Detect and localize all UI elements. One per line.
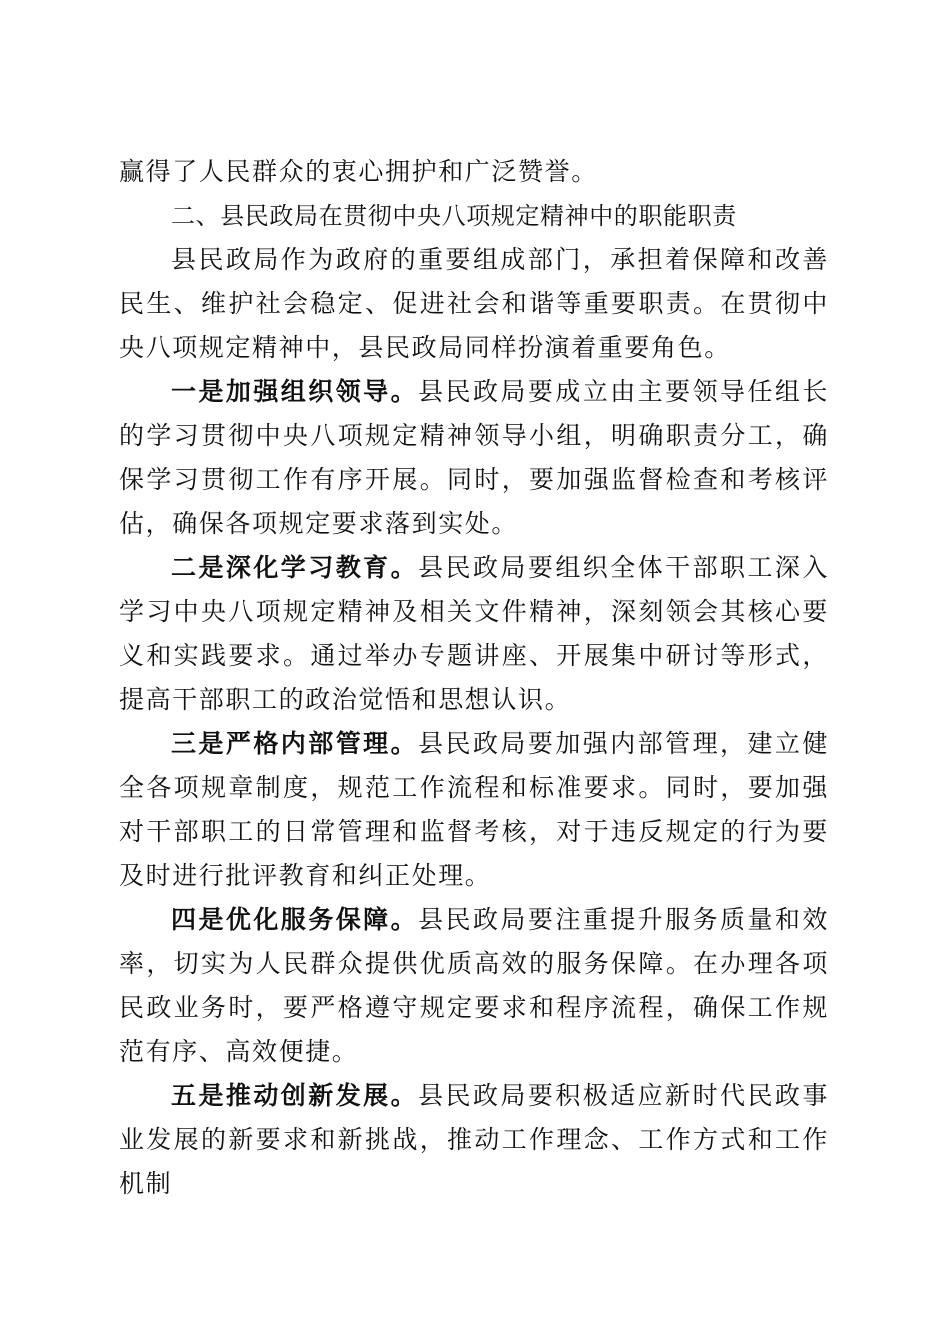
point-paragraph-5 (119, 1074, 829, 1206)
point-body-1: 县民政局要成立由主要领导任组长的学习贯彻中央八项规定精神领导小组，明确职责分工，确保学习贯彻工作有序开展。同时，要加强监督检查和考核评估，确保各项规定要求落到实处。 (119, 377, 829, 538)
point-lead-4: 四是优化服务保障。 (171, 905, 419, 934)
point-lead-5: 五是推动创新发展。 (171, 1081, 419, 1110)
intro-tail-paragraph: 赢得了人民群众的衷心拥护和广泛赞誉。 (119, 157, 598, 186)
point-body-4: 县民政局要注重提升服务质量和效率，切实为人民群众提供优质高效的服务保障。在办理各项民政业务时，要严格遵守规定要求和程序流程，确保工作规范有序、高效便捷。 (119, 905, 829, 1066)
section-heading: 二、县民政局在贯彻中央八项规定精神中的职能职责 (171, 202, 737, 230)
point-paragraph-2 (119, 546, 829, 722)
overview-paragraph: 县民政局作为政府的重要组成部门，承担着保障和改善民生、维护社会稳定、促进社会和谐等重要职责。在贯彻中央八项规定精神中，县民政局同样扮演着重要角色。 (119, 245, 829, 362)
point-lead-3: 三是严格内部管理。 (171, 729, 419, 758)
point-paragraph-1 (119, 370, 829, 546)
point-body-3: 县民政局要加强内部管理，建立健全各项规章制度，规范工作流程和标准要求。同时，要加强对干部职工的日常管理和监督考核，对于违反规定的行为要及时进行批评教育和纠正处理。 (119, 729, 829, 890)
point-lead-2: 二是深化学习教育。 (171, 553, 419, 582)
point-body-2: 县民政局要组织全体干部职工深入学习中央八项规定精神及相关文件精神，深刻领会其核心要义和实践要求。通过举办专题讲座、开展集中研讨等形式，提高干部职工的政治觉悟和思想认识。 (119, 553, 829, 714)
document-page (119, 150, 829, 1206)
point-lead-1: 一是加强组织领导。 (171, 377, 419, 406)
point-paragraph-4 (119, 898, 829, 1074)
point-body-5: 县民政局要积极适应新时代民政事业发展的新要求和新挑战，推动工作理念、工作方式和工作机制 (119, 1081, 829, 1198)
point-paragraph-3 (119, 722, 829, 898)
